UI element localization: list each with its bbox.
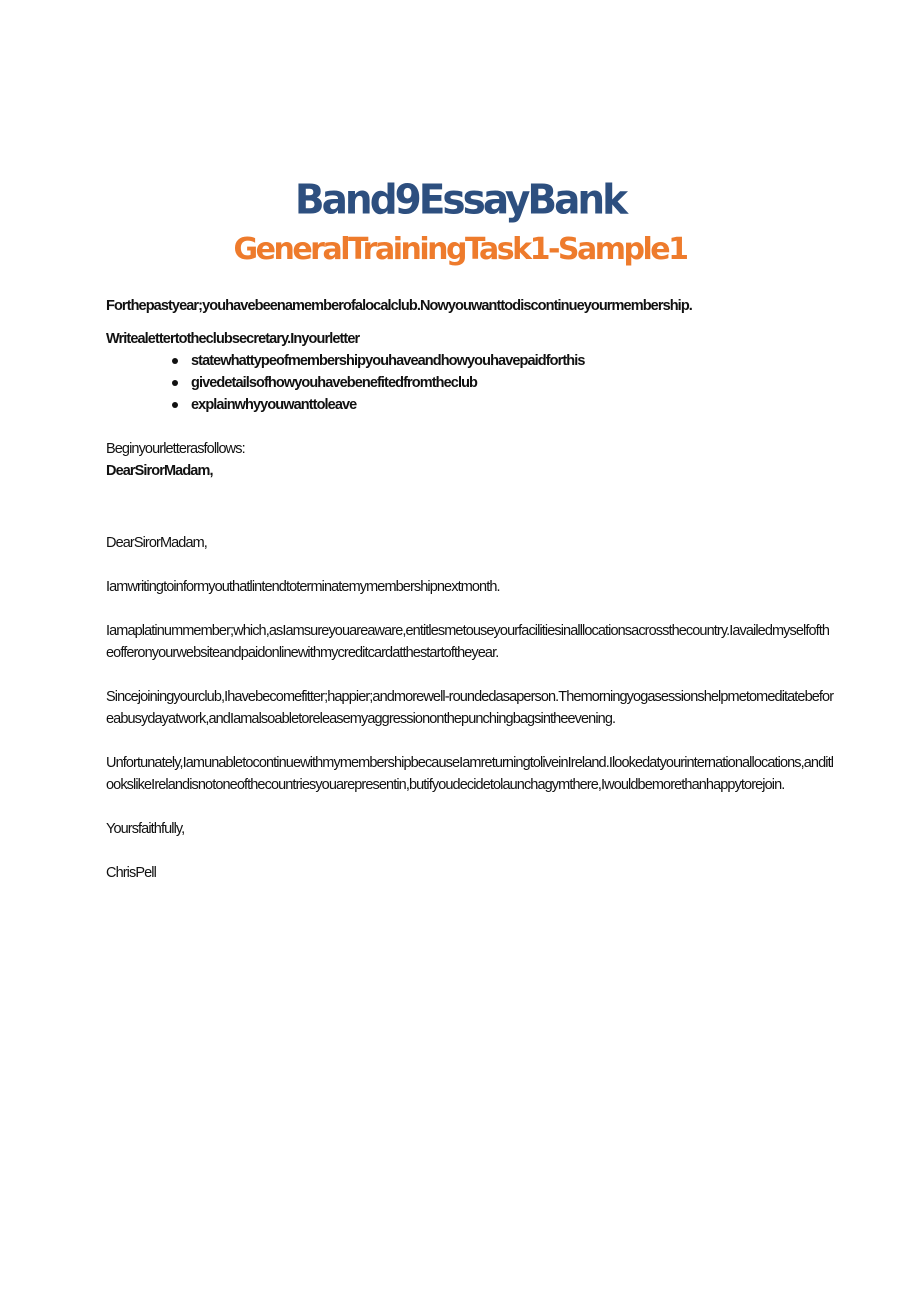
letter-paragraph: Iamaplatinummember;which,asIamsureyouareaware,entitlesmetouseyourfacilitiesinalllocationsacrossthecountry.Iavailedmyselfoftheofferonyourwebsiteandpaidonlinewithmycreditcardatthestartoftheyear. (106, 623, 830, 661)
letter-paragraph: Unfortunately,IamunabletocontinuewithmymembershipbecauseIamreturningtoliveinIreland.Ilookedatyourinternationallocations,anditlookslikeIrelandisnotoneofthecountriesyouarepresentin,butifyoudecidetolaunchagymthere,Iwouldbemorethanhappytorejoin. (106, 755, 834, 793)
letter-closing: Yoursfaithfully, (106, 821, 185, 837)
task-instruction: Writealettertotheclubsecretary.Inyourletter (106, 331, 360, 347)
letter-paragraph: Iamwritingtoinformyouthatlintendtoterminatemymembershipnextmonth. (106, 579, 500, 595)
letter-signature: ChrisPell (106, 865, 156, 881)
title-block (0, 178, 920, 270)
begin-instruction: Beginyourletterasfollows: (106, 441, 245, 457)
page-title: Band9EssayBank (294, 176, 626, 225)
letter-greeting: DearSirorMadam, (106, 535, 207, 551)
page-subtitle: GeneralTrainingTask1-Sample1 (233, 232, 687, 267)
bullet-icon (172, 380, 178, 386)
task-prompt: Forthepastyear;youhavebeenamemberofalocalclub.Nowyouwanttodiscontinueyourmembership. (106, 298, 692, 314)
task-bullet-item (172, 394, 866, 416)
task-bullet-item (172, 350, 866, 372)
task-bullet-text: givedetailsofhowyouhavebenefitedfromtheclub (191, 375, 477, 391)
letter-body (106, 532, 866, 884)
letter-paragraph: Sincejoiningyourclub,Ihavebecomefitter;happier;andmorewell-roundedasaperson.Themorningyogasessionshelpmetomeditatebeforeabusydayatwork,andIamalsoabletoreleasemyaggressiononthepunchingbagsintheevening. (106, 689, 834, 727)
bullet-icon (172, 358, 178, 364)
bullet-icon (172, 402, 178, 408)
task-bullet-item (172, 372, 866, 394)
content-body (106, 296, 866, 906)
task-bullet-text: explainwhyyouwanttoleave (191, 397, 357, 413)
task-bullet-text: statewhattypeofmembershipyouhaveandhowyouhavepaidforthis (191, 353, 585, 369)
task-bullet-list (106, 350, 866, 416)
begin-greeting: DearSirorMadam, (106, 463, 213, 479)
